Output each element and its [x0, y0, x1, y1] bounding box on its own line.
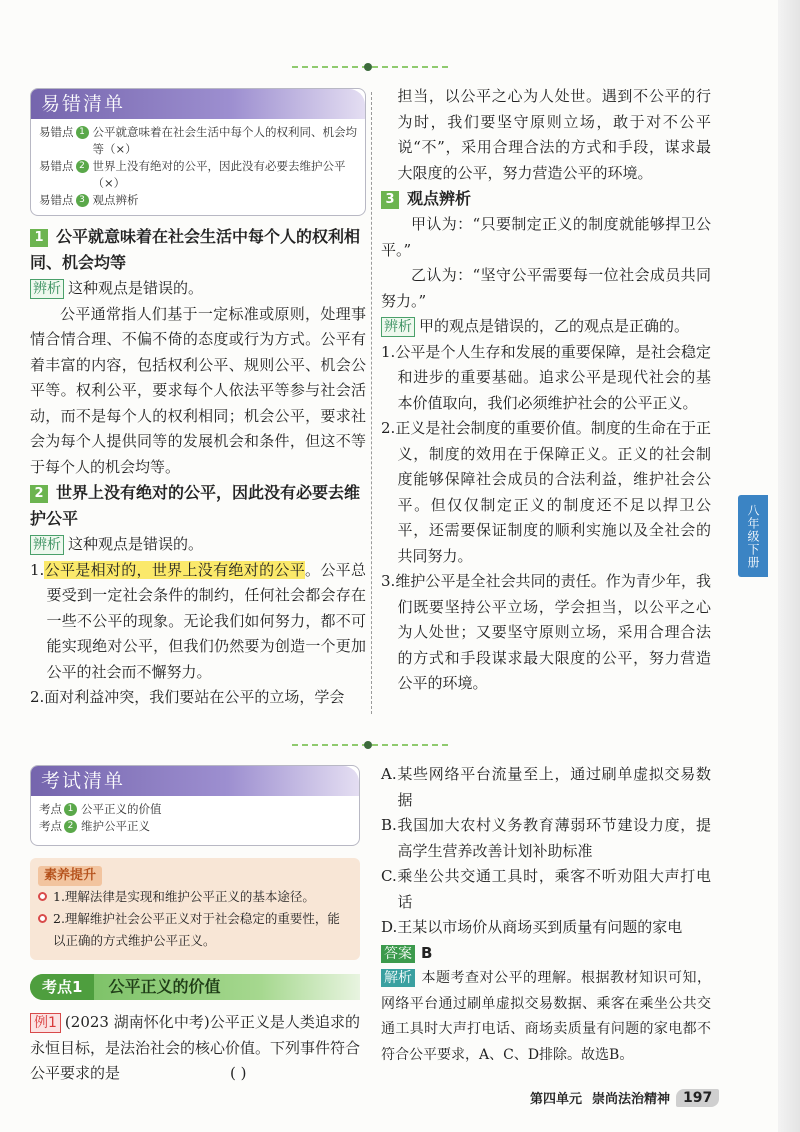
ornament-dot-icon: [364, 741, 372, 749]
literacy-box: [30, 858, 360, 960]
analysis-paragraph: 解析 本题考查对公平的理解。根据教材知识可知，网络平台通过刷单虚拟交易数据、乘客在乘坐公共交通工具时大声打电话、商场卖质量有问题的家电都不符合公平要求，A、C、D排除。故选B。: [381, 970, 711, 1063]
mistake-list-box: [30, 88, 366, 216]
bullet-icon: [38, 892, 47, 901]
analysis-tag: 辨析: [30, 535, 64, 555]
body-paragraph: 担当，以公平之心为人处世。遇到不公平的行为时，我们要坚守原则立场，敢于对不公平说“不”，采用合理合法的方式和手段，谋求最大限度的公平，努力营造公平的环境。: [397, 87, 711, 182]
mistake-list-title: 易错清单: [31, 89, 365, 119]
divider-ornament: [292, 744, 448, 746]
grade-side-tab: 八年级下册: [738, 495, 768, 577]
analysis-tag: 解析: [381, 969, 415, 987]
literacy-item: 2.理解维护社会公平正义对于社会稳定的重要性，能以正确的方式维护公平正义。: [38, 908, 352, 952]
bottom-left-column: [30, 765, 360, 1087]
list-item: 3.维护公平是全社会共同的责任。作为青少年，我们既要坚持公平立场，学会担当，以公平之心为人处世；又要坚守原则立场，采用合理合法的方式和手段谋求最大限度的公平，努力营造公平的环境。: [381, 572, 711, 692]
page-edge: [778, 0, 800, 1132]
number-badge: 1: [30, 229, 48, 247]
answer-line: [381, 941, 711, 967]
unit-label: 第四单元: [530, 1092, 583, 1107]
number-badge: 1: [64, 803, 77, 816]
option-c: C.乘坐公共交通工具时，乘客不听劝阻大声打电话: [381, 867, 711, 911]
number-badge: 2: [30, 485, 48, 503]
opinion-yi: 乙认为：“坚守公平需要每一位社会成员共同努力。”: [381, 266, 711, 310]
exam-list-title: 考试清单: [31, 766, 359, 796]
column-divider: [371, 92, 372, 714]
option-b: B.我国加大农村义务教育薄弱环节建设力度，提高学生营养改善计划补助标准: [381, 816, 711, 860]
top-right-column: [381, 84, 711, 697]
example-source: (2023 湖南怀化中考): [64, 1013, 210, 1031]
verdict-line: 辨析 甲的观点是错误的，乙的观点是正确的。: [381, 314, 711, 340]
verdict-line: 辨析 这种观点是错误的。: [30, 532, 366, 558]
exam-list-box: [30, 765, 360, 846]
bullet-icon: [38, 914, 47, 923]
exam-item: 考点 1 公平正义的价值: [39, 802, 162, 816]
analysis-tag: 辨析: [381, 317, 415, 337]
list-item: 1.公平是个人生存和发展的重要保障，是社会稳定和进步的重要基础。追求公平是现代社会的基本价值取向，我们必须维护社会的公平正义。: [381, 342, 711, 412]
divider-ornament: [292, 66, 448, 68]
page-number: 197: [676, 1089, 719, 1107]
number-badge: 3: [76, 194, 89, 207]
literacy-item: 1.理解法律是实现和维护公平正义的基本途径。: [38, 886, 352, 908]
mistake-item: 易错点 1 公平就意味着在社会生活中每个人的权利同、机会均等（×）: [39, 125, 357, 156]
section-heading: 2 世界上没有绝对的公平，因此没有必要去维护公平: [30, 483, 361, 528]
mistake-item: 易错点 3 观点辨析: [39, 193, 139, 207]
literacy-title: 素养提升: [38, 866, 102, 886]
number-badge: 1: [76, 126, 89, 139]
number-badge: 2: [76, 160, 89, 173]
number-badge: 2: [64, 820, 77, 833]
mistake-item: 易错点 2 世界上没有绝对的公平，因此没有必要去维护公平（×）: [39, 159, 346, 190]
example-question: 例1 (2023 湖南怀化中考)公平正义是人类追求的永恒目标，是法治社会的核心价值。下列事件符合公平要求的是 ( ): [30, 1010, 360, 1087]
answer-value: B: [421, 943, 433, 962]
unit-title: 崇尚法治精神: [592, 1092, 671, 1107]
highlighted-text: 公平是相对的，世界上没有绝对的公平: [44, 560, 306, 579]
list-item: 2.面对利益冲突，我们要站在公平的立场，学会: [30, 688, 345, 706]
topic-bar: [30, 974, 360, 1000]
page-footer: [530, 1088, 719, 1107]
bottom-right-column: [381, 762, 711, 1068]
option-d: D.王某以市场价从商场买到质量有问题的家电: [381, 918, 683, 936]
example-tag: 例1: [30, 1013, 61, 1033]
topic-title: 公平正义的价值: [108, 977, 221, 997]
topic-label: 考点1: [30, 974, 94, 1000]
ornament-dot-icon: [364, 63, 372, 71]
section-heading: 3 观点辨析: [381, 186, 711, 212]
answer-blank: ( ): [230, 1064, 247, 1082]
list-item: 2.正义是社会制度的重要价值。制度的生命在于正义，制度的效用在于保障正义。正义的社会制度能够保障社会成员的合法利益，维护社会公平。但仅仅制定正义的制度还不足以捍卫公平，还需要保证制度的顺利实施以及全社会的共同努力。: [381, 419, 711, 565]
answer-tag: 答案: [381, 945, 415, 963]
list-item: 1.公平是相对的，世界上没有绝对的公平。公平总要受到一定社会条件的制约，任何社会都会存在一些不公平的现象。无论我们如何努力，都不可能实现绝对公平，但我们仍然要为创造一个更加公平的社会而不懈努力。: [30, 560, 366, 681]
body-paragraph: 公平通常指人们基于一定标准或原则，处理事情合情合理、不偏不倚的态度或行为方式。公平有着丰富的内容，包括权利公平、规则公平、机会公平等。权利公平，要求每个人依法平等参与社会活动，而不是每个人的权利相同；机会公平，要求社会为每个人提供同等的发展机会和条件，但这不等于每个人的机会均等。: [30, 304, 366, 476]
exam-item: 考点 2 维护公平正义: [39, 819, 150, 833]
verdict-line: 辨析 这种观点是错误的。: [30, 276, 366, 302]
analysis-tag: 辨析: [30, 279, 64, 299]
number-badge: 3: [381, 191, 399, 209]
opinion-jia: 甲认为：“只要制定正义的制度就能够捍卫公平。”: [381, 215, 711, 259]
option-a: A.某些网络平台流量至上，通过刷单虚拟交易数据: [381, 765, 711, 809]
top-left-column: [30, 88, 366, 711]
section-heading: 1 公平就意味着在社会生活中每个人的权利相同、机会均等: [30, 227, 361, 272]
